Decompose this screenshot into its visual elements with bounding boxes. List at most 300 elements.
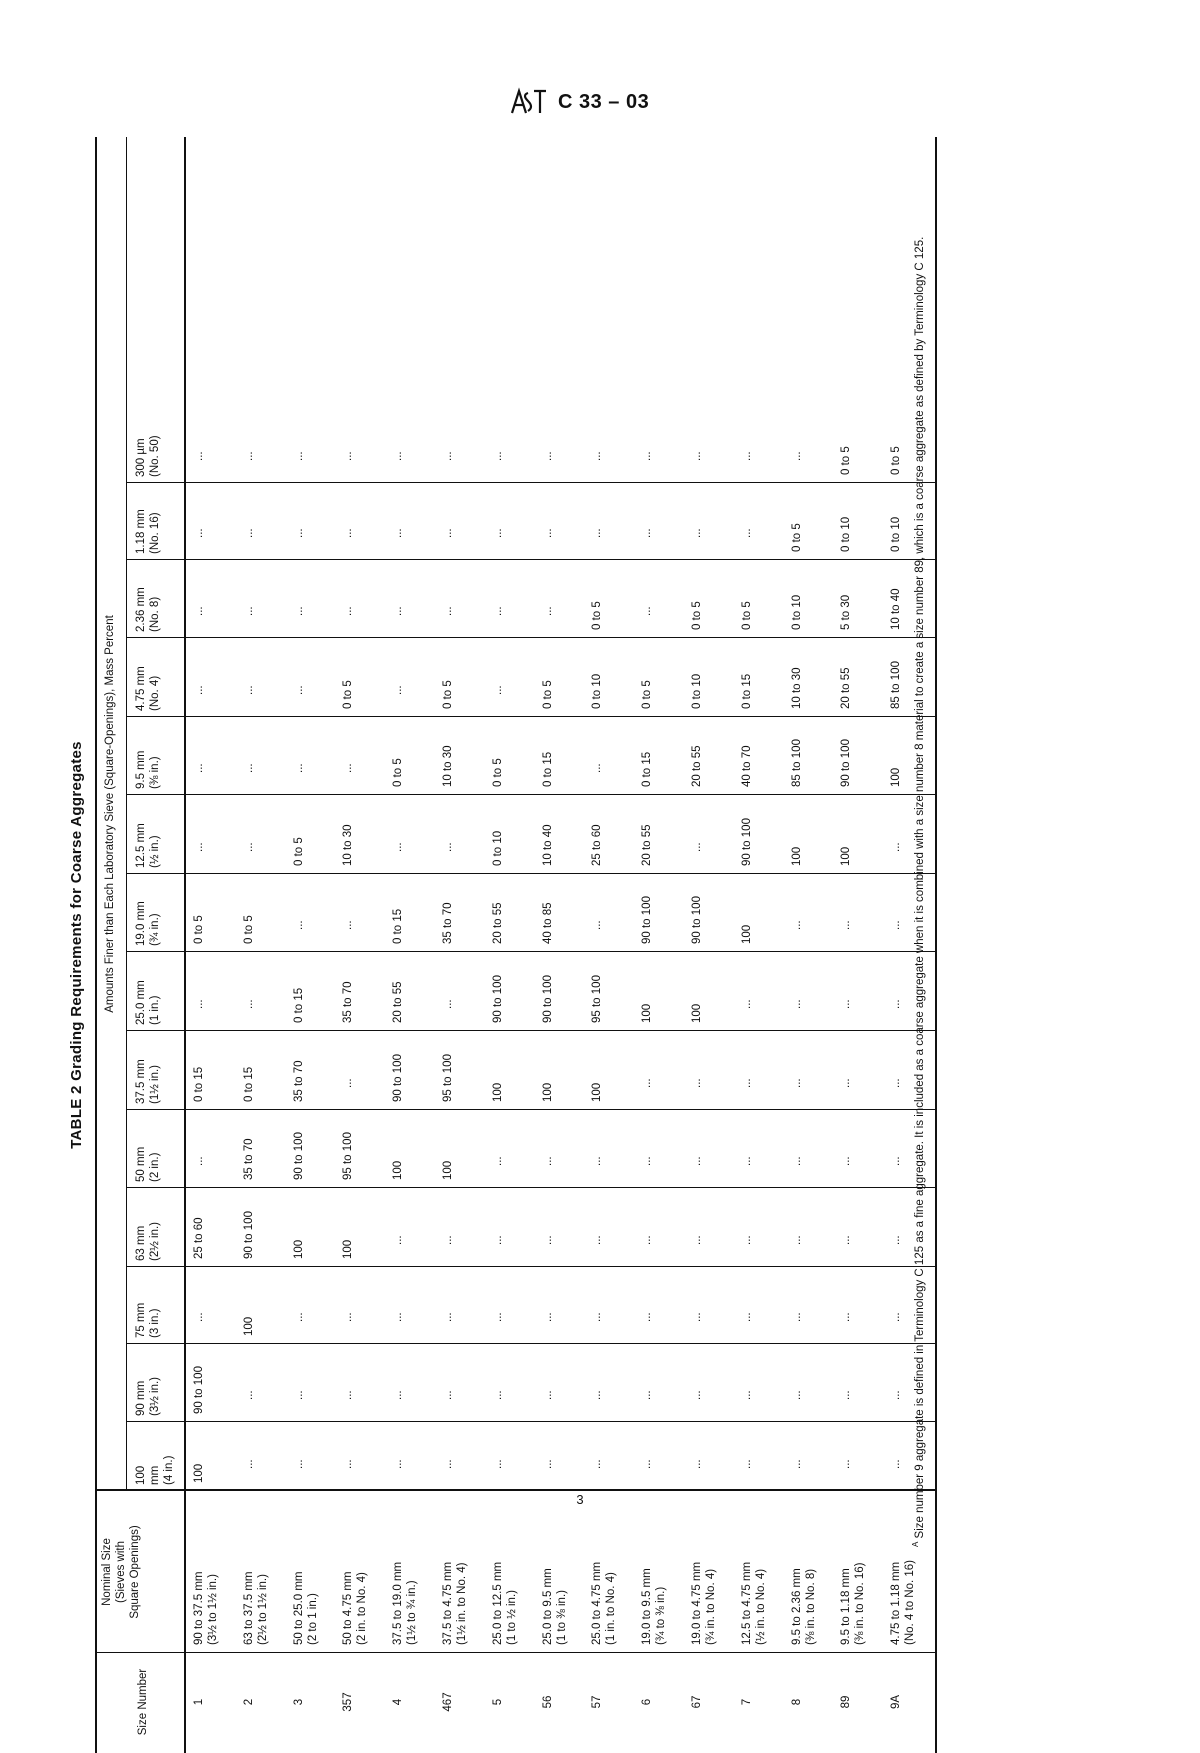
size-number-cell: 89	[840, 1695, 853, 1709]
nominal-size-cell-line: (2 in. to No. 4)	[356, 1572, 369, 1645]
sieve-header-12-line: (No. 16)	[149, 512, 161, 554]
column-rule	[126, 1030, 935, 1031]
column-rule	[126, 1187, 935, 1188]
grading-value-cell: ...	[193, 606, 205, 616]
grading-value-cell: 100	[641, 1003, 654, 1023]
grading-value-cell: ...	[292, 920, 305, 930]
grading-value-cell: 0 to 5	[790, 523, 803, 552]
sieve-header-7-line: 19.0 mm	[135, 901, 147, 946]
grading-value-cell: ...	[392, 451, 405, 461]
grading-value-cell: 90 to 100	[242, 1211, 255, 1259]
grading-value-cell: ...	[541, 1312, 554, 1322]
grading-value-cell: 10 to 30	[442, 745, 454, 787]
nominal-size-cell	[441, 1493, 469, 1645]
grading-value-cell: ...	[790, 1390, 803, 1400]
grading-value-cell: ...	[491, 685, 504, 695]
grading-value-cell: ...	[591, 1235, 604, 1245]
grading-value-cell: ...	[641, 528, 654, 538]
sieve-header-12-line: 1.18 mm	[135, 509, 147, 554]
grading-value-cell: ...	[890, 842, 903, 852]
grading-value-cell: ...	[242, 1459, 255, 1469]
grading-value-cell: 35 to 70	[242, 1138, 255, 1180]
grading-value-cell: ...	[790, 999, 803, 1009]
grading-value-cell: ...	[890, 1312, 903, 1322]
grading-value-cell: 90 to 100	[392, 1054, 405, 1102]
nominal-size-header	[100, 1493, 142, 1651]
sieve-header-13-line: (No. 50)	[149, 435, 161, 477]
nominal-size-cell-line: 9.5 to 1.18 mm	[840, 1568, 853, 1645]
grading-value-cell: ...	[541, 528, 554, 538]
grading-value-cell: ...	[840, 1312, 853, 1322]
sieve-header-3-line: (2½ in.)	[149, 1222, 161, 1261]
nominal-size-cell-line: 25.0 to 4.75 mm	[591, 1561, 604, 1645]
column-rule	[95, 1490, 935, 1492]
nominal-size-cell-line: (1½ in. to No. 4)	[456, 1562, 468, 1645]
nominal-size-cell	[391, 1493, 419, 1645]
grading-value-cell: ...	[890, 1390, 903, 1400]
grading-value-cell: ...	[292, 763, 305, 773]
grading-value-cell: ...	[242, 451, 255, 461]
grading-value-cell: ...	[691, 1459, 703, 1469]
grading-value-cell: 0 to 10	[491, 830, 504, 866]
grading-value-cell: ...	[790, 1312, 803, 1322]
sieve-header-5-line: (1½ in.)	[149, 1065, 161, 1104]
grading-value-cell: 100	[591, 1082, 604, 1102]
grading-value-cell: ...	[442, 1312, 454, 1322]
nominal-size-cell-line: (1½ to ¾ in.)	[406, 1580, 419, 1645]
size-number-cell: 9A	[890, 1694, 903, 1710]
sieve-header-11	[134, 562, 162, 632]
grading-value-cell: 95 to 100	[342, 1132, 355, 1180]
sieve-header-1-line: (3½ in.)	[149, 1377, 161, 1416]
grading-value-cell: 90 to 100	[740, 818, 753, 866]
column-rule	[95, 1652, 935, 1653]
grading-value-cell: ...	[193, 999, 205, 1009]
grading-value-cell: ...	[491, 1459, 504, 1469]
grading-value-cell: ...	[491, 1312, 504, 1322]
sieve-header-4-line: (2 in.)	[149, 1152, 161, 1182]
footnote-text: Size number 9 aggregate is defined in Terminology C 125 as a fine aggregate. It is included as a coarse aggregate when it is combined with a size number 8 material to create a size number 89, which is a coarse aggregate as defined by Terminology C 125.	[913, 236, 926, 1539]
grading-value-cell: 100	[193, 1463, 205, 1483]
grading-value-cell: ...	[591, 920, 604, 930]
grading-value-cell: ...	[242, 685, 255, 695]
grading-value-cell: ...	[342, 1459, 355, 1469]
group-header: Amounts Finer than Each Laboratory Sieve (Square-Openings), Mass Percent	[104, 615, 116, 1013]
grading-value-cell: ...	[491, 1156, 504, 1166]
nominal-size-cell-line: 4.75 to 1.18 mm	[890, 1561, 903, 1645]
grading-value-cell: 0 to 5	[591, 601, 604, 630]
grading-value-cell: 0 to 5	[740, 601, 753, 630]
grading-value-cell: 20 to 55	[392, 981, 405, 1023]
sieve-header-2-line: (3 in.)	[149, 1308, 161, 1338]
grading-value-cell: ...	[691, 528, 703, 538]
sieve-header-7	[134, 876, 162, 946]
grading-value-cell: 100	[691, 1003, 703, 1023]
grading-value-cell: 0 to 15	[541, 751, 554, 787]
grading-value-cell: ...	[541, 1390, 554, 1400]
grading-value-cell: ...	[541, 1156, 554, 1166]
grading-value-cell: 5 to 30	[840, 594, 853, 630]
grading-value-cell: ...	[641, 1390, 654, 1400]
nominal-size-cell-line: (1 to ½ in.)	[505, 1590, 518, 1645]
nominal-size-cell	[341, 1493, 369, 1645]
grading-value-cell: ...	[193, 842, 205, 852]
grading-value-cell: ...	[541, 606, 554, 616]
grading-value-cell: 10 to 30	[342, 824, 355, 866]
nominal-size-cell-line: 37.5 to 4.75 mm	[442, 1561, 454, 1645]
grading-value-cell: ...	[292, 1390, 305, 1400]
grading-value-cell: 100	[790, 846, 803, 866]
grading-value-cell: 0 to 5	[641, 680, 654, 709]
nominal-size-cell	[242, 1493, 270, 1645]
sieve-header-0	[134, 1424, 176, 1485]
nominal-size-cell-line: (⅜ in. to No. 16)	[854, 1562, 867, 1645]
nominal-size-cell-line: (3½ to 1½ in.)	[207, 1574, 219, 1645]
nominal-size-cell-line: (¾ to ⅜ in.)	[655, 1586, 668, 1645]
nominal-size-cell	[839, 1493, 867, 1645]
grading-value-cell: ...	[392, 528, 405, 538]
astm-logo-icon	[508, 87, 550, 117]
grading-value-cell: 20 to 55	[491, 902, 504, 944]
grading-value-cell: ...	[641, 606, 654, 616]
size-number-cell: 67	[691, 1695, 703, 1709]
grading-value-cell: ...	[342, 1078, 355, 1088]
grading-value-cell: ...	[342, 763, 355, 773]
sieve-header-8-line: 12.5 mm	[135, 823, 147, 868]
grading-value-cell: ...	[740, 1390, 753, 1400]
grading-value-cell: 100	[890, 767, 903, 787]
nominal-size-cell-line: 25.0 to 12.5 mm	[491, 1561, 504, 1645]
grading-value-cell: 0 to 15	[242, 1066, 255, 1102]
grading-value-cell: ...	[740, 1156, 753, 1166]
grading-value-cell: 0 to 15	[740, 673, 753, 709]
grading-value-cell: 100	[242, 1316, 255, 1336]
grading-value-cell: 90 to 100	[292, 1132, 305, 1180]
sieve-header-11-line: (No. 8)	[149, 596, 161, 632]
grading-value-cell: ...	[591, 451, 604, 461]
grading-value-cell: 40 to 70	[740, 745, 753, 787]
grading-value-cell: 40 to 85	[541, 902, 554, 944]
sieve-header-12	[134, 485, 162, 554]
grading-value-cell: 0 to 5	[691, 601, 703, 630]
grading-value-cell: ...	[292, 451, 305, 461]
grading-value-cell: ...	[342, 606, 355, 616]
nominal-size-cell-line: (½ in. to No. 4)	[754, 1568, 767, 1645]
grading-value-cell: ...	[641, 1235, 654, 1245]
sieve-header-2	[134, 1269, 162, 1338]
grading-value-cell: 20 to 55	[641, 824, 654, 866]
grading-value-cell: 100	[740, 924, 753, 944]
grading-value-cell: ...	[193, 528, 205, 538]
grading-value-cell: ...	[641, 1459, 654, 1469]
nominal-size-cell	[740, 1493, 768, 1645]
grading-value-cell: 0 to 15	[641, 751, 654, 787]
nominal-size-cell	[640, 1493, 668, 1645]
grading-table	[88, 137, 917, 1753]
grading-value-cell: ...	[790, 920, 803, 930]
grading-value-cell: ...	[641, 451, 654, 461]
grading-value-cell: 0 to 5	[442, 680, 454, 709]
grading-value-cell: 90 to 100	[541, 975, 554, 1023]
grading-value-cell: ...	[292, 606, 305, 616]
grading-value-cell: ...	[641, 1078, 654, 1088]
grading-value-cell: ...	[193, 1312, 205, 1322]
grading-value-cell: 0 to 15	[292, 987, 305, 1023]
grading-value-cell: ...	[491, 528, 504, 538]
grading-value-cell: ...	[442, 528, 454, 538]
nominal-size-cell-line: 12.5 to 4.75 mm	[740, 1561, 753, 1645]
grading-value-cell: 25 to 60	[193, 1217, 205, 1259]
grading-value-cell: 90 to 100	[491, 975, 504, 1023]
grading-value-cell: ...	[442, 842, 454, 852]
footnote-marker: A	[911, 1541, 920, 1547]
nominal-size-cell	[491, 1493, 519, 1645]
grading-value-cell: ...	[491, 1390, 504, 1400]
nominal-size-cell	[690, 1493, 718, 1645]
grading-value-cell: ...	[591, 1390, 604, 1400]
grading-value-cell: ...	[740, 1078, 753, 1088]
grading-value-cell: ...	[541, 1235, 554, 1245]
grading-value-cell: 0 to 10	[840, 516, 853, 552]
grading-value-cell: ...	[790, 1078, 803, 1088]
page-number: 3	[576, 1492, 584, 1507]
grading-value-cell: ...	[491, 1235, 504, 1245]
size-number-cell: 3	[292, 1698, 305, 1706]
grading-value-cell: 10 to 40	[890, 588, 903, 630]
grading-value-cell: 35 to 70	[442, 902, 454, 944]
grading-value-cell: 100	[491, 1082, 504, 1102]
grading-value-cell: ...	[392, 1390, 405, 1400]
size-number-cell: 8	[790, 1698, 803, 1706]
grading-value-cell: 95 to 100	[591, 975, 604, 1023]
grading-value-cell: ...	[840, 920, 853, 930]
grading-value-cell: 0 to 5	[392, 758, 405, 787]
grading-value-cell: ...	[242, 999, 255, 1009]
sieve-header-13-line: 300 µm	[135, 438, 147, 477]
nominal-size-cell-line: (No. 4 to No. 16)	[904, 1559, 917, 1645]
grading-value-cell: ...	[840, 1078, 853, 1088]
grading-value-cell: ...	[691, 842, 703, 852]
grading-value-cell: ...	[292, 1459, 305, 1469]
grading-value-cell: ...	[442, 999, 454, 1009]
grading-value-cell: ...	[691, 451, 703, 461]
grading-value-cell: ...	[840, 1390, 853, 1400]
grading-value-cell: ...	[242, 763, 255, 773]
nominal-size-cell-line: 50 to 25.0 mm	[292, 1571, 305, 1645]
table-top-rule	[95, 137, 97, 1753]
grading-value-cell: ...	[442, 1390, 454, 1400]
sieve-header-5	[134, 1033, 162, 1104]
grading-value-cell: ...	[840, 1235, 853, 1245]
size-number-cell: 56	[541, 1695, 554, 1709]
grading-value-cell: ...	[591, 1459, 604, 1469]
nominal-size-header-line: Nominal Size	[101, 1538, 113, 1606]
grading-value-cell: ...	[292, 528, 305, 538]
grading-value-cell: 0 to 5	[840, 446, 853, 475]
size-number-cell: 7	[740, 1698, 753, 1706]
grading-value-cell: 100	[541, 1082, 554, 1102]
grading-value-cell: ...	[541, 451, 554, 461]
grading-value-cell: ...	[691, 1156, 703, 1166]
size-number-cell: 357	[342, 1692, 355, 1712]
sieve-header-0-line: 100	[135, 1465, 147, 1485]
nominal-size-cell	[541, 1493, 569, 1645]
sieve-header-10	[134, 640, 162, 711]
sieve-header-9-line: 9.5 mm	[135, 750, 147, 789]
grading-value-cell: 0 to 15	[193, 1066, 205, 1102]
sieve-header-0-line: mm	[149, 1465, 161, 1485]
nominal-size-cell-line: (⅜ in. to No. 8)	[804, 1568, 817, 1645]
grading-value-cell: 0 to 15	[392, 908, 405, 944]
group-header-rule	[126, 137, 127, 1491]
sieve-header-4-line: 50 mm	[135, 1146, 147, 1182]
grading-value-cell: 100	[292, 1239, 305, 1259]
header-bottom-rule	[184, 137, 186, 1753]
nominal-size-cell	[292, 1493, 320, 1645]
sieve-header-3	[134, 1190, 162, 1261]
grading-value-cell: 0 to 10	[790, 594, 803, 630]
sieve-header-6	[134, 954, 162, 1025]
nominal-size-header-line: Square Openings)	[129, 1525, 141, 1619]
grading-value-cell: ...	[740, 1312, 753, 1322]
grading-value-cell: 0 to 5	[242, 915, 255, 944]
sieve-header-1-line: 90 mm	[135, 1380, 147, 1416]
grading-value-cell: ...	[691, 1235, 703, 1245]
grading-value-cell: ...	[591, 1312, 604, 1322]
grading-value-cell: 0 to 10	[691, 673, 703, 709]
column-rule	[126, 1109, 935, 1110]
nominal-size-cell-line: 50 to 4.75 mm	[342, 1571, 355, 1645]
nominal-size-cell-line: 37.5 to 19.0 mm	[392, 1561, 405, 1645]
grading-value-cell: ...	[392, 842, 405, 852]
sieve-header-6-line: (1 in.)	[149, 995, 161, 1025]
grading-value-cell: ...	[442, 606, 454, 616]
grading-value-cell: ...	[242, 842, 255, 852]
grading-value-cell: 10 to 30	[790, 667, 803, 709]
sieve-header-9-line: (⅜ in.)	[149, 756, 161, 789]
column-rule	[126, 1266, 935, 1267]
sieve-header-7-line: (¾ in.)	[149, 913, 161, 946]
grading-value-cell: ...	[392, 1459, 405, 1469]
sieve-header-3-line: 63 mm	[135, 1225, 147, 1261]
grading-value-cell: ...	[790, 451, 803, 461]
document-header	[508, 86, 649, 118]
size-number-cell: 4	[392, 1698, 405, 1706]
sieve-header-13	[134, 435, 162, 477]
grading-value-cell: ...	[193, 685, 205, 695]
grading-value-cell: ...	[292, 685, 305, 695]
size-number-header: Size Number	[137, 1668, 149, 1736]
table-title: TABLE 2 Grading Requirements for Coarse Aggregates	[68, 741, 85, 1149]
nominal-size-header-line: (Sieves with	[115, 1541, 127, 1603]
nominal-size-cell-line: (1 in. to No. 4)	[605, 1572, 618, 1645]
table-footnote	[908, 147, 928, 1547]
grading-value-cell: ...	[193, 1156, 205, 1166]
grading-value-cell: 0 to 5	[193, 915, 205, 944]
nominal-size-cell	[192, 1493, 220, 1645]
grading-value-cell: 25 to 60	[591, 824, 604, 866]
grading-value-cell: 20 to 55	[840, 667, 853, 709]
grading-value-cell: 90 to 100	[691, 896, 703, 944]
grading-value-cell: ...	[840, 1156, 853, 1166]
grading-value-cell: ...	[740, 1459, 753, 1469]
grading-value-cell: ...	[392, 685, 405, 695]
grading-value-cell: ...	[890, 999, 903, 1009]
grading-value-cell: ...	[740, 528, 753, 538]
grading-value-cell: ...	[292, 1312, 305, 1322]
table-bottom-rule	[935, 137, 937, 1753]
sieve-header-1	[134, 1346, 162, 1416]
sieve-header-11-line: 2.36 mm	[135, 587, 147, 632]
grading-value-cell: ...	[193, 763, 205, 773]
grading-value-cell: ...	[392, 606, 405, 616]
grading-value-cell: ...	[342, 528, 355, 538]
grading-value-cell: 20 to 55	[691, 745, 703, 787]
grading-value-cell: ...	[890, 1459, 903, 1469]
nominal-size-cell-line: (¾ in. to No. 4)	[705, 1568, 717, 1645]
grading-value-cell: ...	[740, 451, 753, 461]
sieve-header-8	[134, 797, 162, 868]
sieve-header-6-line: 25.0 mm	[135, 980, 147, 1025]
grading-value-cell: ...	[840, 999, 853, 1009]
grading-value-cell: 90 to 100	[840, 739, 853, 787]
grading-value-cell: ...	[193, 451, 205, 461]
grading-value-cell: 35 to 70	[342, 981, 355, 1023]
grading-value-cell: ...	[641, 1156, 654, 1166]
grading-value-cell: ...	[790, 1156, 803, 1166]
grading-value-cell: 0 to 5	[890, 446, 903, 475]
grading-value-cell: ...	[591, 528, 604, 538]
grading-value-cell: 0 to 5	[491, 758, 504, 787]
grading-value-cell: ...	[890, 920, 903, 930]
grading-value-cell: ...	[342, 451, 355, 461]
column-rule	[126, 873, 935, 874]
nominal-size-cell-line: (2 to 1 in.)	[306, 1593, 319, 1645]
grading-value-cell: ...	[840, 1459, 853, 1469]
grading-value-cell: ...	[641, 1312, 654, 1322]
grading-value-cell: 100	[840, 846, 853, 866]
grading-value-cell: 95 to 100	[442, 1054, 454, 1102]
grading-value-cell: 0 to 10	[591, 673, 604, 709]
grading-value-cell: ...	[442, 451, 454, 461]
grading-value-cell: ...	[790, 1459, 803, 1469]
grading-value-cell: 10 to 40	[541, 824, 554, 866]
grading-value-cell: 0 to 10	[890, 516, 903, 552]
nominal-size-cell-line: (2½ to 1½ in.)	[256, 1574, 269, 1645]
nominal-size-cell-line: 90 to 37.5 mm	[193, 1571, 205, 1645]
grading-value-cell: 100	[442, 1160, 454, 1180]
grading-value-cell: 90 to 100	[641, 896, 654, 944]
grading-value-cell: ...	[491, 606, 504, 616]
nominal-size-cell	[790, 1493, 818, 1645]
grading-value-cell: ...	[591, 763, 604, 773]
document-id: C 33 – 03	[558, 90, 650, 113]
sieve-header-9	[134, 719, 162, 789]
grading-value-cell: ...	[740, 1235, 753, 1245]
grading-value-cell: ...	[392, 1235, 405, 1245]
size-number-cell: 2	[242, 1698, 255, 1706]
size-number-cell: 5	[491, 1698, 504, 1706]
grading-value-cell: ...	[242, 606, 255, 616]
sieve-header-4	[134, 1112, 162, 1182]
grading-value-cell: ...	[890, 1235, 903, 1245]
grading-value-cell: ...	[691, 1078, 703, 1088]
grading-value-cell: 85 to 100	[890, 661, 903, 709]
rotated-table-page	[60, 137, 940, 1753]
sieve-header-10-line: 4.75 mm	[135, 666, 147, 711]
grading-value-cell: 0 to 5	[292, 837, 305, 866]
nominal-size-cell-line: (1 to ⅜ in.)	[555, 1590, 568, 1645]
